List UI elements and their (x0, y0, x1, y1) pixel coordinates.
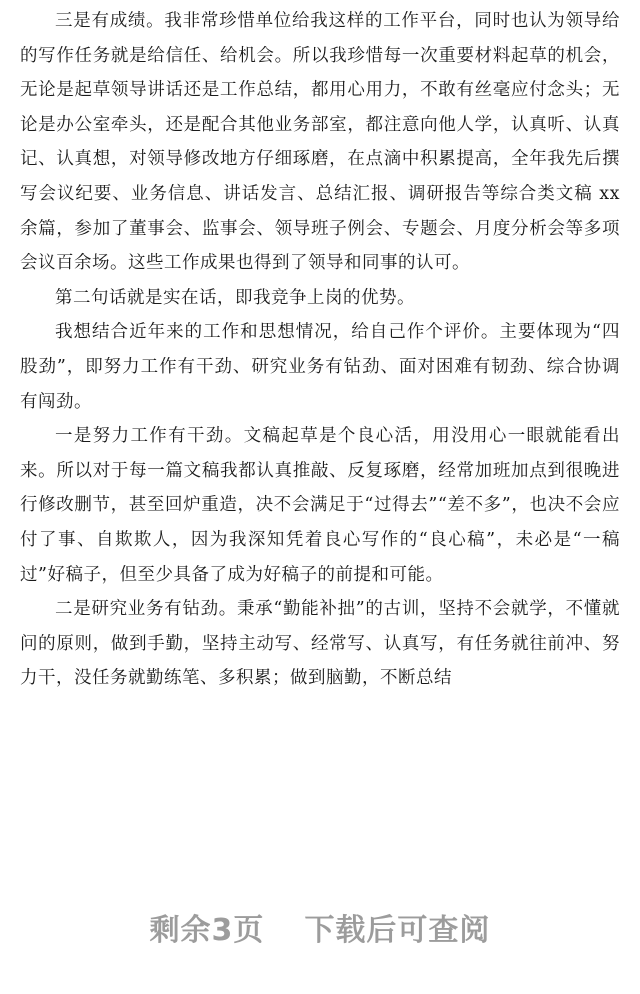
paragraph-hard-work: 一是努力工作有干劲。文稿起草是个良心活，用没用心一眼就能看出来。所以对于每一篇文稿我都认真推敲、反复琢磨，经常加班加点到很晚进行修改删节，甚至回炉重造，决不会满足于“过得去”“差不多”，也决不会应付了事、自欺欺人，因为我深知凭着良心写作的“良心稿”，未必是“一稿过”好稿子，但至少具备了成为好稿子的前提和可能。 (20, 426, 620, 585)
paragraph-second-statement: 第二句话就是实在话，即我竞争上岗的优势。 (55, 287, 415, 308)
paragraph-self-evaluation: 我想结合近年来的工作和思想情况，给自己作个评价。主要体现为“四股劲”，即努力工作有干劲、研究业务有钻劲、面对困难有韧劲、综合协调有闯劲。 (20, 322, 620, 412)
download-to-view-label: 下载后可查阅 (304, 913, 491, 948)
download-banner[interactable] (0, 905, 640, 949)
paragraph-achievements: 三是有成绩。我非常珍惜单位给我这样的工作平台，同时也认为领导给的写作任务就是给信任、给机会。所以我珍惜每一次重要材料起草的机会，无论是起草领导讲话还是工作总结，都用心用力，不敢有丝毫应付念头；无论是办公室牵头，还是配合其他业务部室，都注意向他人学，认真听、认真记、认真想，对领导修改地方仔细琢磨，在点滴中积累提高，全年我先后撰写会议纪要、业务信息、讲话发言、总结汇报、调研报告等综合类文稿 xx 余篇，参加了董事会、监事会、领导班子例会、专题会、月度分析会等多项会议百余场。这些工作成果也得到了领导和同事的认可。 (20, 11, 620, 274)
document-body (20, 4, 620, 696)
remaining-pages-label: 剩余3页 (149, 913, 265, 948)
paragraph-research: 二是研究业务有钻劲。秉承“勤能补拙”的古训，坚持不会就学，不懂就问的原则，做到手勤，坚持主动写、经常写、认真写，有任务就往前冲、努力干，没任务就勤练笔、多积累；做到脑勤，不断总结 (20, 599, 620, 689)
